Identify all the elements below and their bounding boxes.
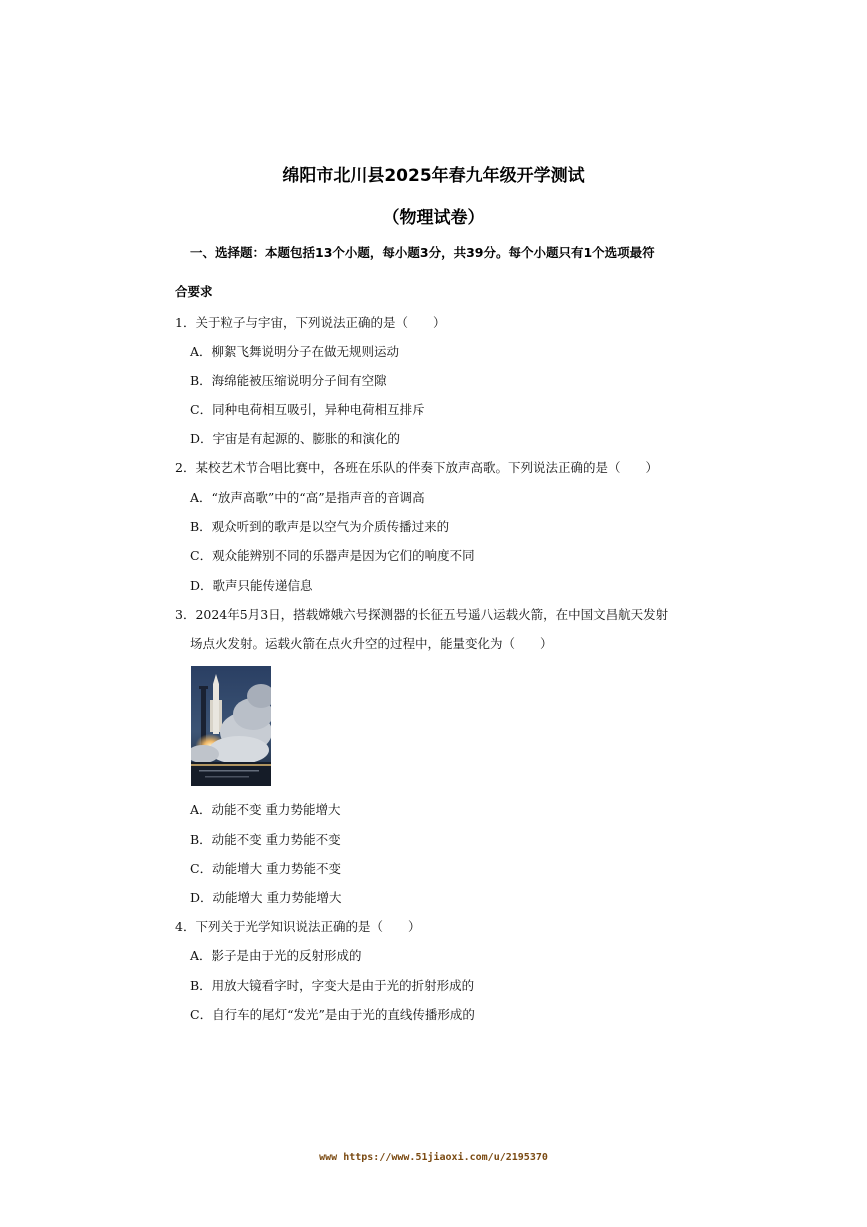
question-3-option-c: C．动能增大 重力势能不变 [190, 861, 342, 876]
question-2-option-c: C．观众能辨别不同的乐器声是因为它们的响度不同 [190, 548, 475, 563]
footer-watermark-link[interactable]: www https://www.51jiaoxi.com/u/2195370 [319, 1152, 548, 1163]
question-1-option-d: D．宇宙是有起源的、膨胀的和演化的 [190, 431, 401, 446]
question-4-stem: 4．下列关于光学知识说法正确的是（ ） [175, 919, 421, 934]
question-4-option-a: A．影子是由于光的反射形成的 [190, 948, 362, 963]
question-4-option-c: C．自行车的尾灯“发光”是由于光的直线传播形成的 [190, 1007, 475, 1022]
section-instructions: 一、选择题：本题包括13个小题，每小题3分，共39分。每个小题只有1个选项最符 [190, 245, 655, 260]
question-2-stem: 2．某校艺术节合唱比赛中，各班在乐队的伴奏下放声高歌。下列说法正确的是（ ） [175, 460, 658, 475]
question-3-stem: 3．2024年5月3日，搭载嫦娥六号探测器的长征五号遥八运载火箭，在中国文昌航天发射 [175, 607, 669, 622]
question-2-option-b: B．观众听到的歌声是以空气为介质传播过来的 [190, 519, 450, 534]
rocket-launch-photo [191, 666, 271, 786]
question-2-option-a: A．“放声高歌”中的“高”是指声音的音调高 [190, 490, 425, 505]
question-3-option-d: D．动能增大 重力势能增大 [190, 890, 342, 905]
question-1-option-b: B．海绵能被压缩说明分子间有空隙 [190, 373, 387, 388]
question-3-option-a: A．动能不变 重力势能增大 [190, 802, 341, 817]
exam-subtitle: （物理试卷） [382, 208, 485, 228]
section-instructions-continued: 合要求 [175, 284, 213, 299]
question-2-option-d: D．歌声只能传递信息 [190, 578, 313, 593]
question-3-option-b: B．动能不变 重力势能不变 [190, 832, 341, 847]
question-1-option-a: A．柳絮飞舞说明分子在做无规则运动 [190, 344, 400, 359]
question-1-option-c: C．同种电荷相互吸引，异种电荷相互排斥 [190, 402, 425, 417]
question-1-stem: 1．关于粒子与宇宙，下列说法正确的是（ ） [175, 315, 446, 330]
question-4-option-b: B．用放大镜看字时，字变大是由于光的折射形成的 [190, 978, 475, 993]
exam-title: 绵阳市北川县2025年春九年级开学测试 [282, 166, 585, 186]
question-3-stem-continued: 场点火发射。运载火箭在点火升空的过程中，能量变化为（ ） [190, 636, 553, 651]
